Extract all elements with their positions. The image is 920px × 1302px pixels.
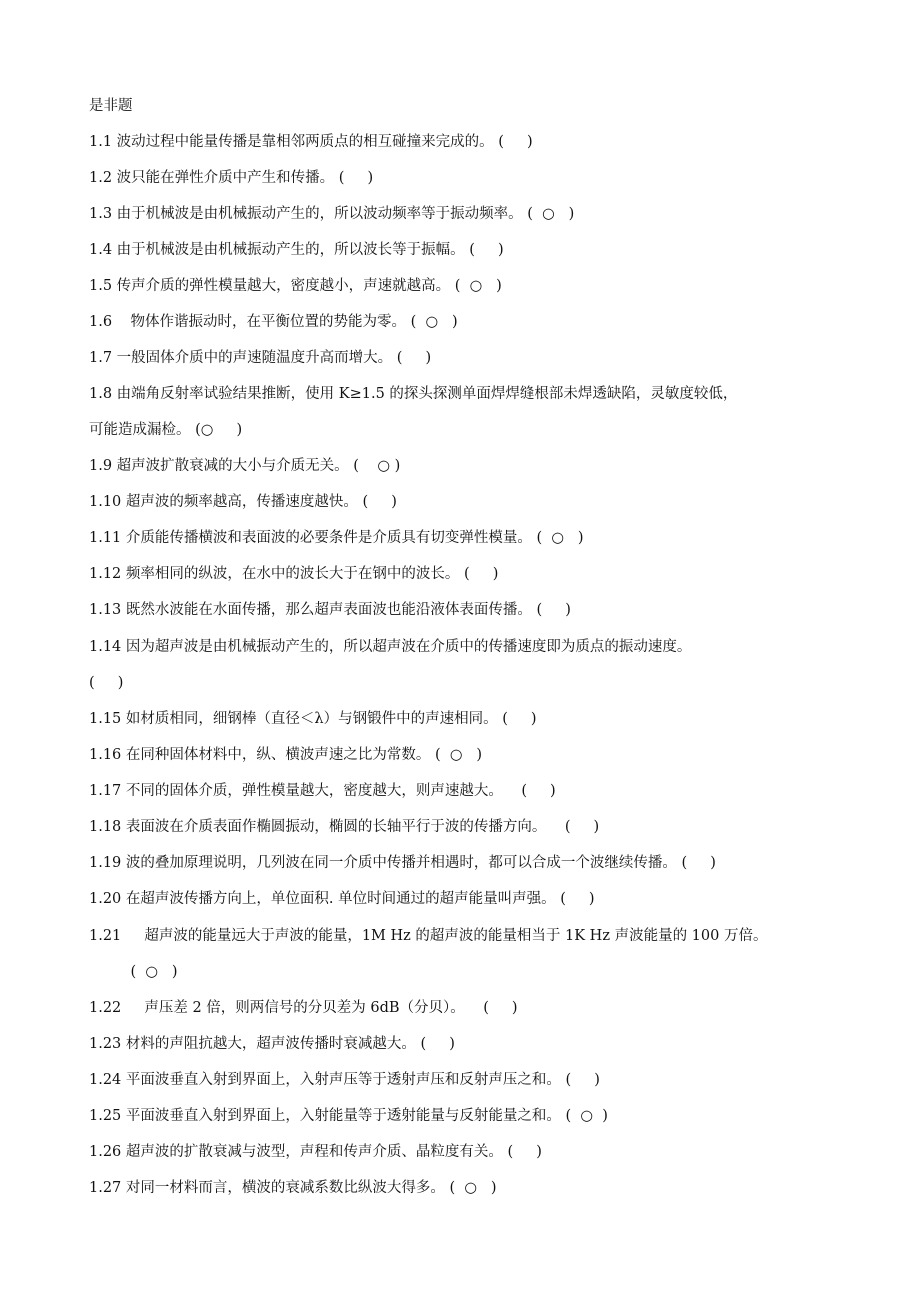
question-1-26: 1.26 超声波的扩散衰减与波型，声程和传声介质、晶粒度有关。 ( ) xyxy=(89,1144,542,1160)
question-1-7: 1.7 一般固体介质中的声速随温度升高而增大。 ( ) xyxy=(89,350,432,366)
question-1-15: 1.15 如材质相同，细钢棒（直径＜λ）与钢锻件中的声速相同。 ( ) xyxy=(89,711,537,727)
question-1-5: 1.5 传声介质的弹性模量越大，密度越小，声速就越高。 ( ○ ) xyxy=(89,278,502,294)
question-1-10: 1.10 超声波的频率越高，传播速度越快。 ( ) xyxy=(89,494,397,510)
question-1-12: 1.12 频率相同的纵波，在水中的波长大于在钢中的波长。 ( ) xyxy=(89,566,499,582)
section-heading: 是非题 xyxy=(89,98,133,114)
question-1-22: 1.22 声压差 2 倍，则两信号的分贝差为 6dB（分贝）。 ( ) xyxy=(89,1000,518,1016)
question-1-24: 1.24 平面波垂直入射到界面上，入射声压等于透射声压和反射声压之和。 ( ) xyxy=(89,1072,600,1088)
question-1-21-continued: ( ○ ) xyxy=(89,964,178,980)
question-1-21: 1.21 超声波的能量远大于声波的能量，1M Hz 的超声波的能量相当于 1K Hz 声波能量的 100 万倍。 xyxy=(89,928,768,944)
question-1-16: 1.16 在同种固体材料中，纵、横波声速之比为常数。 ( ○ ) xyxy=(89,747,483,763)
question-1-23: 1.23 材料的声阻抗越大，超声波传播时衰减越大。 ( ) xyxy=(89,1036,455,1052)
question-1-6: 1.6 物体作谐振动时，在平衡位置的势能为零。 ( ○ ) xyxy=(89,314,458,330)
question-1-14-continued: ( ) xyxy=(89,675,124,691)
question-1-27: 1.27 对同一材料而言，横波的衰减系数比纵波大得多。 ( ○ ) xyxy=(89,1180,497,1196)
question-1-11: 1.11 介质能传播横波和表面波的必要条件是介质具有切变弹性模量。 ( ○ ) xyxy=(89,530,584,546)
question-1-4: 1.4 由于机械波是由机械振动产生的，所以波长等于振幅。 ( ) xyxy=(89,242,504,258)
question-1-2: 1.2 波只能在弹性介质中产生和传播。 ( ) xyxy=(89,170,374,186)
question-1-9: 1.9 超声波扩散衰减的大小与介质无关。 ( ○ ) xyxy=(89,458,401,474)
question-1-18: 1.18 表面波在介质表面作椭圆振动，椭圆的长轴平行于波的传播方向。 ( ) xyxy=(89,819,600,835)
question-1-17: 1.17 不同的固体介质，弹性模量越大，密度越大，则声速越大。 ( ) xyxy=(89,783,556,799)
question-1-1: 1.1 波动过程中能量传播是靠相邻两质点的相互碰撞来完成的。 ( ) xyxy=(89,134,533,150)
question-1-13: 1.13 既然水波能在水面传播，那么超声表面波也能沿液体表面传播。 ( ) xyxy=(89,602,571,618)
question-1-8-continued: 可能造成漏检。 (○ ) xyxy=(89,422,243,438)
question-1-19: 1.19 波的叠加原理说明，几列波在同一介质中传播并相遇时，都可以合成一个波继续传播。 ( ) xyxy=(89,855,716,871)
question-1-14: 1.14 因为超声波是由机械振动产生的，所以超声波在介质中的传播速度即为质点的振动速度。 xyxy=(89,639,692,655)
question-1-8: 1.8 由端角反射率试验结果推断，使用 K≥1.5 的探头探测单面焊焊缝根部未焊透缺陷，灵敏度较低， xyxy=(89,386,738,402)
question-1-20: 1.20 在超声波传播方向上，单位面积. 单位时间通过的超声能量叫声强。 ( ) xyxy=(89,891,595,907)
question-1-3: 1.3 由于机械波是由机械振动产生的，所以波动频率等于振动频率。 ( ○ ) xyxy=(89,206,575,222)
question-1-25: 1.25 平面波垂直入射到界面上，入射能量等于透射能量与反射能量之和。 ( ○ ) xyxy=(89,1108,608,1124)
